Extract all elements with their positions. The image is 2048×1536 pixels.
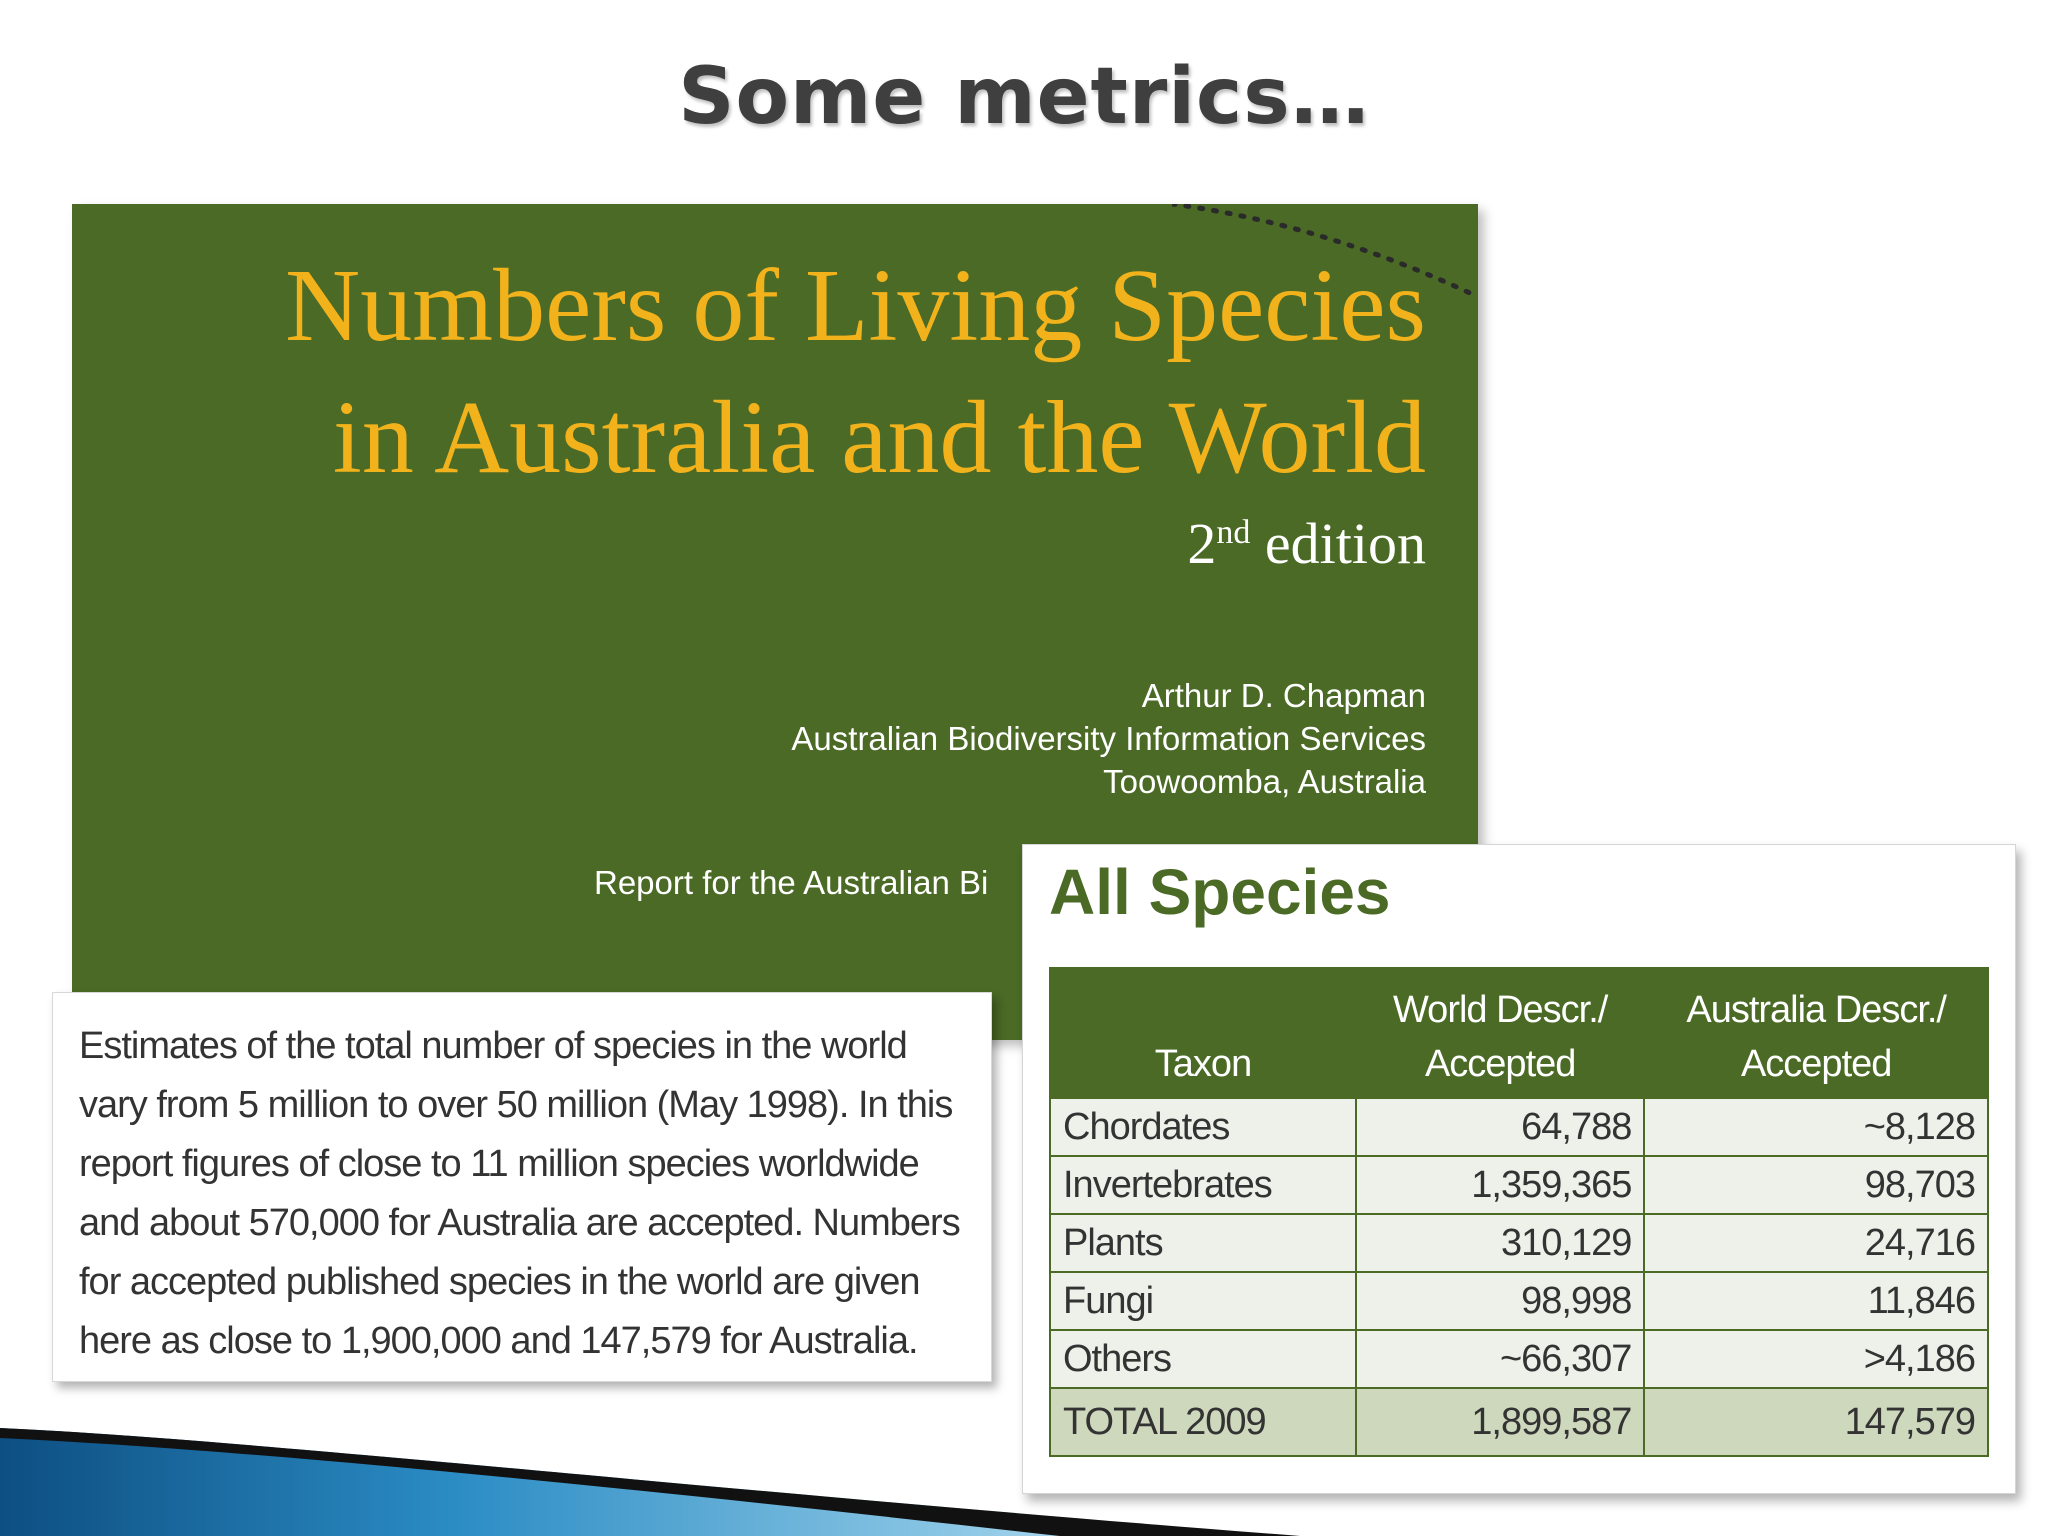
cell-total-world: 1,899,587 bbox=[1356, 1388, 1644, 1456]
cell-world: 98,998 bbox=[1356, 1272, 1644, 1330]
cell-total-label: TOTAL 2009 bbox=[1050, 1388, 1356, 1456]
cell-world: 310,129 bbox=[1356, 1214, 1644, 1272]
species-table bbox=[1049, 967, 1989, 1457]
cell-world: ~66,307 bbox=[1356, 1330, 1644, 1388]
quote-box bbox=[52, 992, 992, 1382]
table-row bbox=[1050, 1330, 1988, 1388]
cover-author: Arthur D. Chapman bbox=[1141, 677, 1426, 714]
edition-word: edition bbox=[1264, 511, 1426, 576]
cell-world: 1,359,365 bbox=[1356, 1156, 1644, 1214]
cover-organization: Australian Biodiversity Information Services bbox=[791, 720, 1426, 757]
table-row bbox=[1050, 1098, 1988, 1156]
cell-taxon: Plants bbox=[1050, 1214, 1356, 1272]
cell-australia: 24,716 bbox=[1644, 1214, 1988, 1272]
table-row bbox=[1050, 1156, 1988, 1214]
all-species-panel bbox=[1022, 844, 2016, 1494]
cover-author-block bbox=[791, 674, 1426, 803]
header-australia: Australia Descr./ Accepted bbox=[1644, 968, 1988, 1098]
table-header-row bbox=[1050, 968, 1988, 1098]
cell-taxon: Fungi bbox=[1050, 1272, 1356, 1330]
edition-number: 2 bbox=[1187, 511, 1217, 576]
header-world: World Descr./ Accepted bbox=[1356, 968, 1644, 1098]
cell-world: 64,788 bbox=[1356, 1098, 1644, 1156]
cover-title bbox=[285, 240, 1426, 504]
cell-australia: ~8,128 bbox=[1644, 1098, 1988, 1156]
swoosh-decoration bbox=[0, 1420, 1300, 1536]
cell-total-australia: 147,579 bbox=[1644, 1388, 1988, 1456]
cover-title-line2: in Australia and the World bbox=[332, 380, 1426, 495]
cell-taxon: Others bbox=[1050, 1330, 1356, 1388]
all-species-title: All Species bbox=[1049, 856, 1391, 928]
table-row bbox=[1050, 1272, 1988, 1330]
cover-location: Toowoomba, Australia bbox=[1103, 763, 1426, 800]
header-taxon: Taxon bbox=[1050, 968, 1356, 1098]
edition-suffix: nd bbox=[1216, 514, 1251, 551]
cover-title-line1: Numbers of Living Species bbox=[285, 248, 1426, 363]
slide-title: Some metrics… bbox=[678, 52, 1370, 142]
cover-edition bbox=[1187, 510, 1426, 577]
cell-australia: 98,703 bbox=[1644, 1156, 1988, 1214]
quote-text: Estimates of the total number of species in the world vary from 5 million to over 50 million (May 1998). In this report figures of close to 11 million species worldwide and about 570,000 for Australia are accepted. Numbers for accepted published species in the world are given here as close to 1,900,000 and 147,579 for Australia. bbox=[79, 1025, 960, 1362]
cell-taxon: Invertebrates bbox=[1050, 1156, 1356, 1214]
cell-australia: >4,186 bbox=[1644, 1330, 1988, 1388]
table-row bbox=[1050, 1214, 1988, 1272]
cover-report-line: Report for the Australian Bi bbox=[594, 864, 989, 901]
cell-taxon: Chordates bbox=[1050, 1098, 1356, 1156]
cell-australia: 11,846 bbox=[1644, 1272, 1988, 1330]
